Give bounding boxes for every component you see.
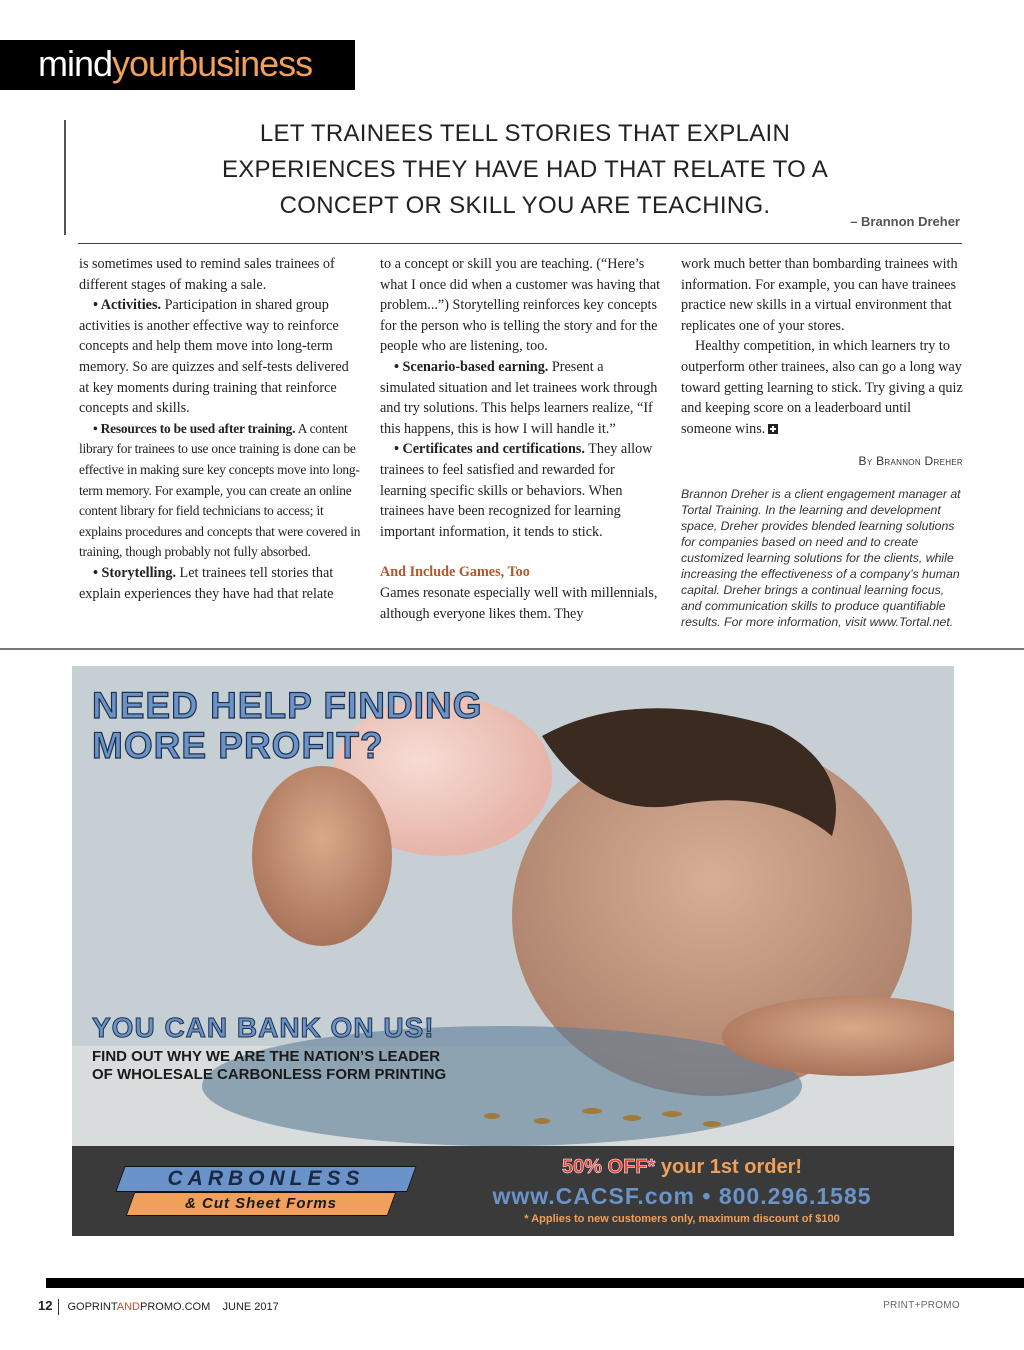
bullet-heading: • Storytelling. (93, 564, 176, 581)
advertisement[interactable] (72, 666, 954, 1236)
ad-headline (92, 686, 482, 766)
bullet-heading: • Certificates and certifications. (394, 441, 585, 458)
page-number: 12 (38, 1298, 53, 1313)
magazine-name: PRINT+PROMO (883, 1300, 960, 1311)
ad-disclaimer: * Applies to new customers only, maximum discount of $100 (524, 1213, 840, 1225)
bullet-heading: • Resources to be used after training. (93, 420, 296, 436)
end-mark-icon (768, 424, 778, 434)
offer-headline (432, 1154, 932, 1180)
issue-date: JUNE 2017 (222, 1301, 279, 1313)
bullet-text: Present a simulated situation and let trainees work through and try solutions. This helps learners realize, “If this happens, this is how I will handle it.” (380, 358, 658, 437)
paragraph-text: Healthy competition, in which learners try to outperform other trainees, also can go a long way toward getting learning to stick. Try giving a quiz and keeping score on a leaderboard until someone wins. (681, 338, 963, 437)
ad-footer (72, 1146, 954, 1236)
section-subhead: And Include Games, Too (380, 564, 530, 581)
logo-top-band (115, 1166, 416, 1192)
paragraph: Games resonate especially well with millennials, although everyone likes them. They (380, 584, 658, 622)
ad-headline-line: NEED HELP FINDING (92, 685, 483, 726)
bullet-text: A content library for trainees to use once training is done can be effective in making sure key concepts move into long-term memory. For example, you can create an online content library for field technicians to access; it explains procedures and concepts that were covered in training, though probably not fully absorbed. (79, 420, 361, 560)
pullquote-rule (64, 120, 66, 235)
pullquote-line: EXPERIENCES THEY HAVE HAD THAT RELATE TO A (221, 156, 829, 183)
bullet-heading: • Activities. (93, 297, 162, 314)
pullquote-attribution: – Brannon Dreher (850, 214, 960, 229)
ad-subtext-line: FIND OUT WHY WE ARE THE NATION’S LEADER (92, 1048, 441, 1065)
paragraph (380, 439, 662, 542)
site-name-part: PROMO.COM (140, 1301, 211, 1313)
ad-divider (0, 648, 1024, 650)
paragraph (79, 419, 361, 563)
pullquote-line: CONCEPT OR SKILL YOU ARE TEACHING. (279, 192, 771, 219)
byline: By Brannon Dreher (858, 454, 963, 469)
pullquote-line: LET TRAINEES TELL STORIES THAT EXPLAIN (259, 120, 791, 147)
paragraph: to a concept or skill you are teaching. (“Here’s what I once did when a customer was having that problem...”) Storytelling reinforces key concepts for the person who is telling the story and for the people who are listening, too. (380, 256, 661, 355)
carbonless-logo (110, 1162, 420, 1220)
paragraph: work much better than bombarding trainees with information. For example, you can have trainees practice new skills in a virtual environment that replicates one of your stores. (681, 256, 958, 334)
article-column-2 (380, 254, 662, 624)
header-rest: yourbusiness (112, 43, 313, 84)
section-header-title (38, 44, 312, 84)
paragraph (79, 295, 361, 419)
pullquote (120, 116, 930, 224)
ad-subtext-line: OF WHOLESALE CARBONLESS FORM PRINTING (92, 1066, 447, 1083)
article-column-3 (681, 254, 963, 630)
bullet-text: They allow trainees to feel satisfied and rewarded for learning specific skills or behaviors. When trainees have been recognized for learning important information, it tends to stick. (380, 441, 653, 540)
author-bio: Brannon Dreher is a client engagement manager at Tortal Training. In the learning and development space, Dreher provides blended learning solutions for companies based on need and to create customized learning solutions for the clients, while increasing the effectiveness of a company’s human capital. Dreher brings a continual learning focus, and communication skills to produce quantifiable results. For more information, visit www.Tortal.net. (681, 486, 961, 629)
folio-separator (58, 1299, 59, 1315)
ad-tagline: YOU CAN BANK ON US! (92, 1012, 435, 1043)
bullet-text: Let trainees tell stories that explain experiences they have had that relate (79, 564, 334, 602)
logo-bottom-text: & Cut Sheet Forms (184, 1195, 337, 1212)
ad-offer (432, 1154, 932, 1226)
site-name-part: AND (116, 1301, 140, 1313)
bullet-text: Participation in shared group activities is another effective way to reinforce concepts and help them move into long-term memory. So are quizzes and self-tests delivered at key moments during training that reinforce concepts and skills. (79, 297, 349, 417)
offer-percent: 50% OFF* (561, 1156, 656, 1178)
article-column-1 (79, 254, 361, 604)
logo-top-text: CARBONLESS (167, 1167, 365, 1190)
header-mind: mind (38, 43, 113, 84)
offer-text: your 1st order! (655, 1156, 803, 1178)
bullet-heading: • Scenario-based earning. (394, 358, 549, 375)
paragraph (681, 336, 963, 439)
paragraph: is sometimes used to remind sales trainees of different stages of making a sale. (79, 256, 335, 293)
ad-contact-link[interactable]: www.CACSF.com • 800.296.1585 (492, 1183, 872, 1209)
ad-headline-line: MORE PROFIT? (92, 725, 384, 766)
footer-bar (46, 1278, 1024, 1288)
ad-subtext (92, 1048, 552, 1084)
divider (78, 243, 962, 244)
logo-bottom-band (126, 1192, 397, 1216)
site-name-part: GOPRINT (67, 1301, 117, 1313)
paragraph (79, 563, 361, 604)
paragraph (380, 357, 662, 439)
footer-folio (38, 1298, 279, 1315)
